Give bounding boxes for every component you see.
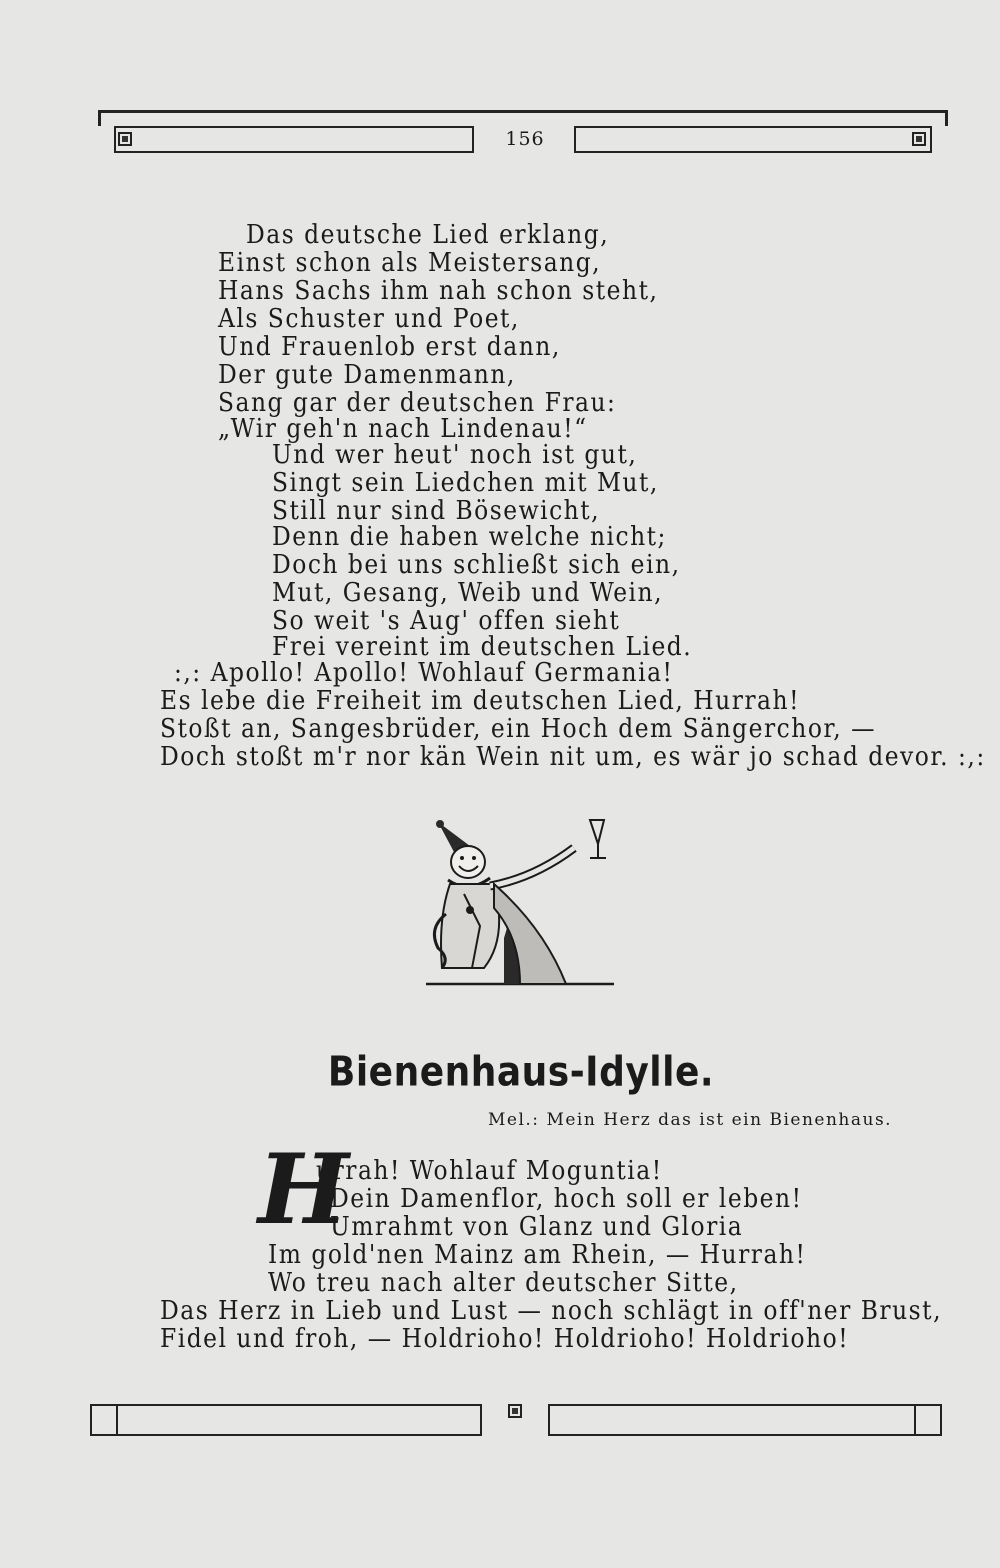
poem-line: Und Frauenlob erst dann, (218, 332, 561, 362)
song-title: Bienenhaus-Idylle. (327, 1048, 715, 1097)
poem-line: Denn die haben welche nicht; (272, 522, 667, 552)
poem-line: Der gute Damenmann, (218, 360, 516, 390)
poem-line: Singt sein Liedchen mit Mut, (272, 468, 659, 498)
poem-line: Stoßt an, Sangesbrüder, ein Hoch dem Sängerchor, — (160, 714, 876, 744)
poem-line: Mut, Gesang, Weib und Wein, (272, 578, 664, 608)
song-line: Umrahmt von Glanz und Gloria (330, 1212, 744, 1242)
song-line: Das Herz in Lieb und Lust — noch schlägt in off'ner Brust, (160, 1296, 942, 1326)
page-number: 156 (505, 128, 545, 150)
poem-line: Still nur sind Bösewicht, (272, 496, 601, 526)
poem-line: Und wer heut' noch ist gut, (272, 440, 638, 470)
poem-line: So weit 's Aug' offen sieht (272, 606, 621, 636)
song-line: Dein Damenflor, hoch soll er leben! (330, 1184, 803, 1214)
poem-line: Einst schon als Meistersang, (218, 248, 602, 278)
poem-line: Als Schuster und Poet, (218, 304, 520, 334)
poem-line: :,: Apollo! Apollo! Wohlauf Germania! (174, 658, 674, 688)
song-line: urrah! Wohlauf Moguntia! (316, 1156, 663, 1186)
poem-line: Es lebe die Freiheit im deutschen Lied, Hurrah! (160, 686, 800, 716)
poem-line: Doch stoßt m'r nor kän Wein nit um, es wär jo schad devor. :,: (160, 742, 986, 772)
poem-line: Hans Sachs ihm nah schon steht, (218, 276, 659, 306)
poem-line: Sang gar der deutschen Frau: (218, 388, 617, 418)
song-line: Im gold'nen Mainz am Rhein, — Hurrah! (268, 1240, 807, 1270)
poem-line: Das deutsche Lied erklang, (246, 220, 610, 250)
poem-line: Frei vereint im deutschen Lied. (272, 632, 693, 662)
song-line: Fidel und froh, — Holdrioho! Holdrioho! Holdrioho! (160, 1324, 850, 1354)
poem-line: „Wir geh'n nach Lindenau!“ (218, 414, 588, 444)
song-line: Wo treu nach alter deutscher Sitte, (268, 1268, 739, 1298)
poem-line: Doch bei uns schließt sich ein, (272, 550, 681, 580)
melody-note: Mel.: Mein Herz das ist ein Bienenhaus. (488, 1110, 893, 1130)
jester-with-glass-icon (424, 818, 616, 988)
drop-cap-letter: H (258, 1133, 349, 1246)
